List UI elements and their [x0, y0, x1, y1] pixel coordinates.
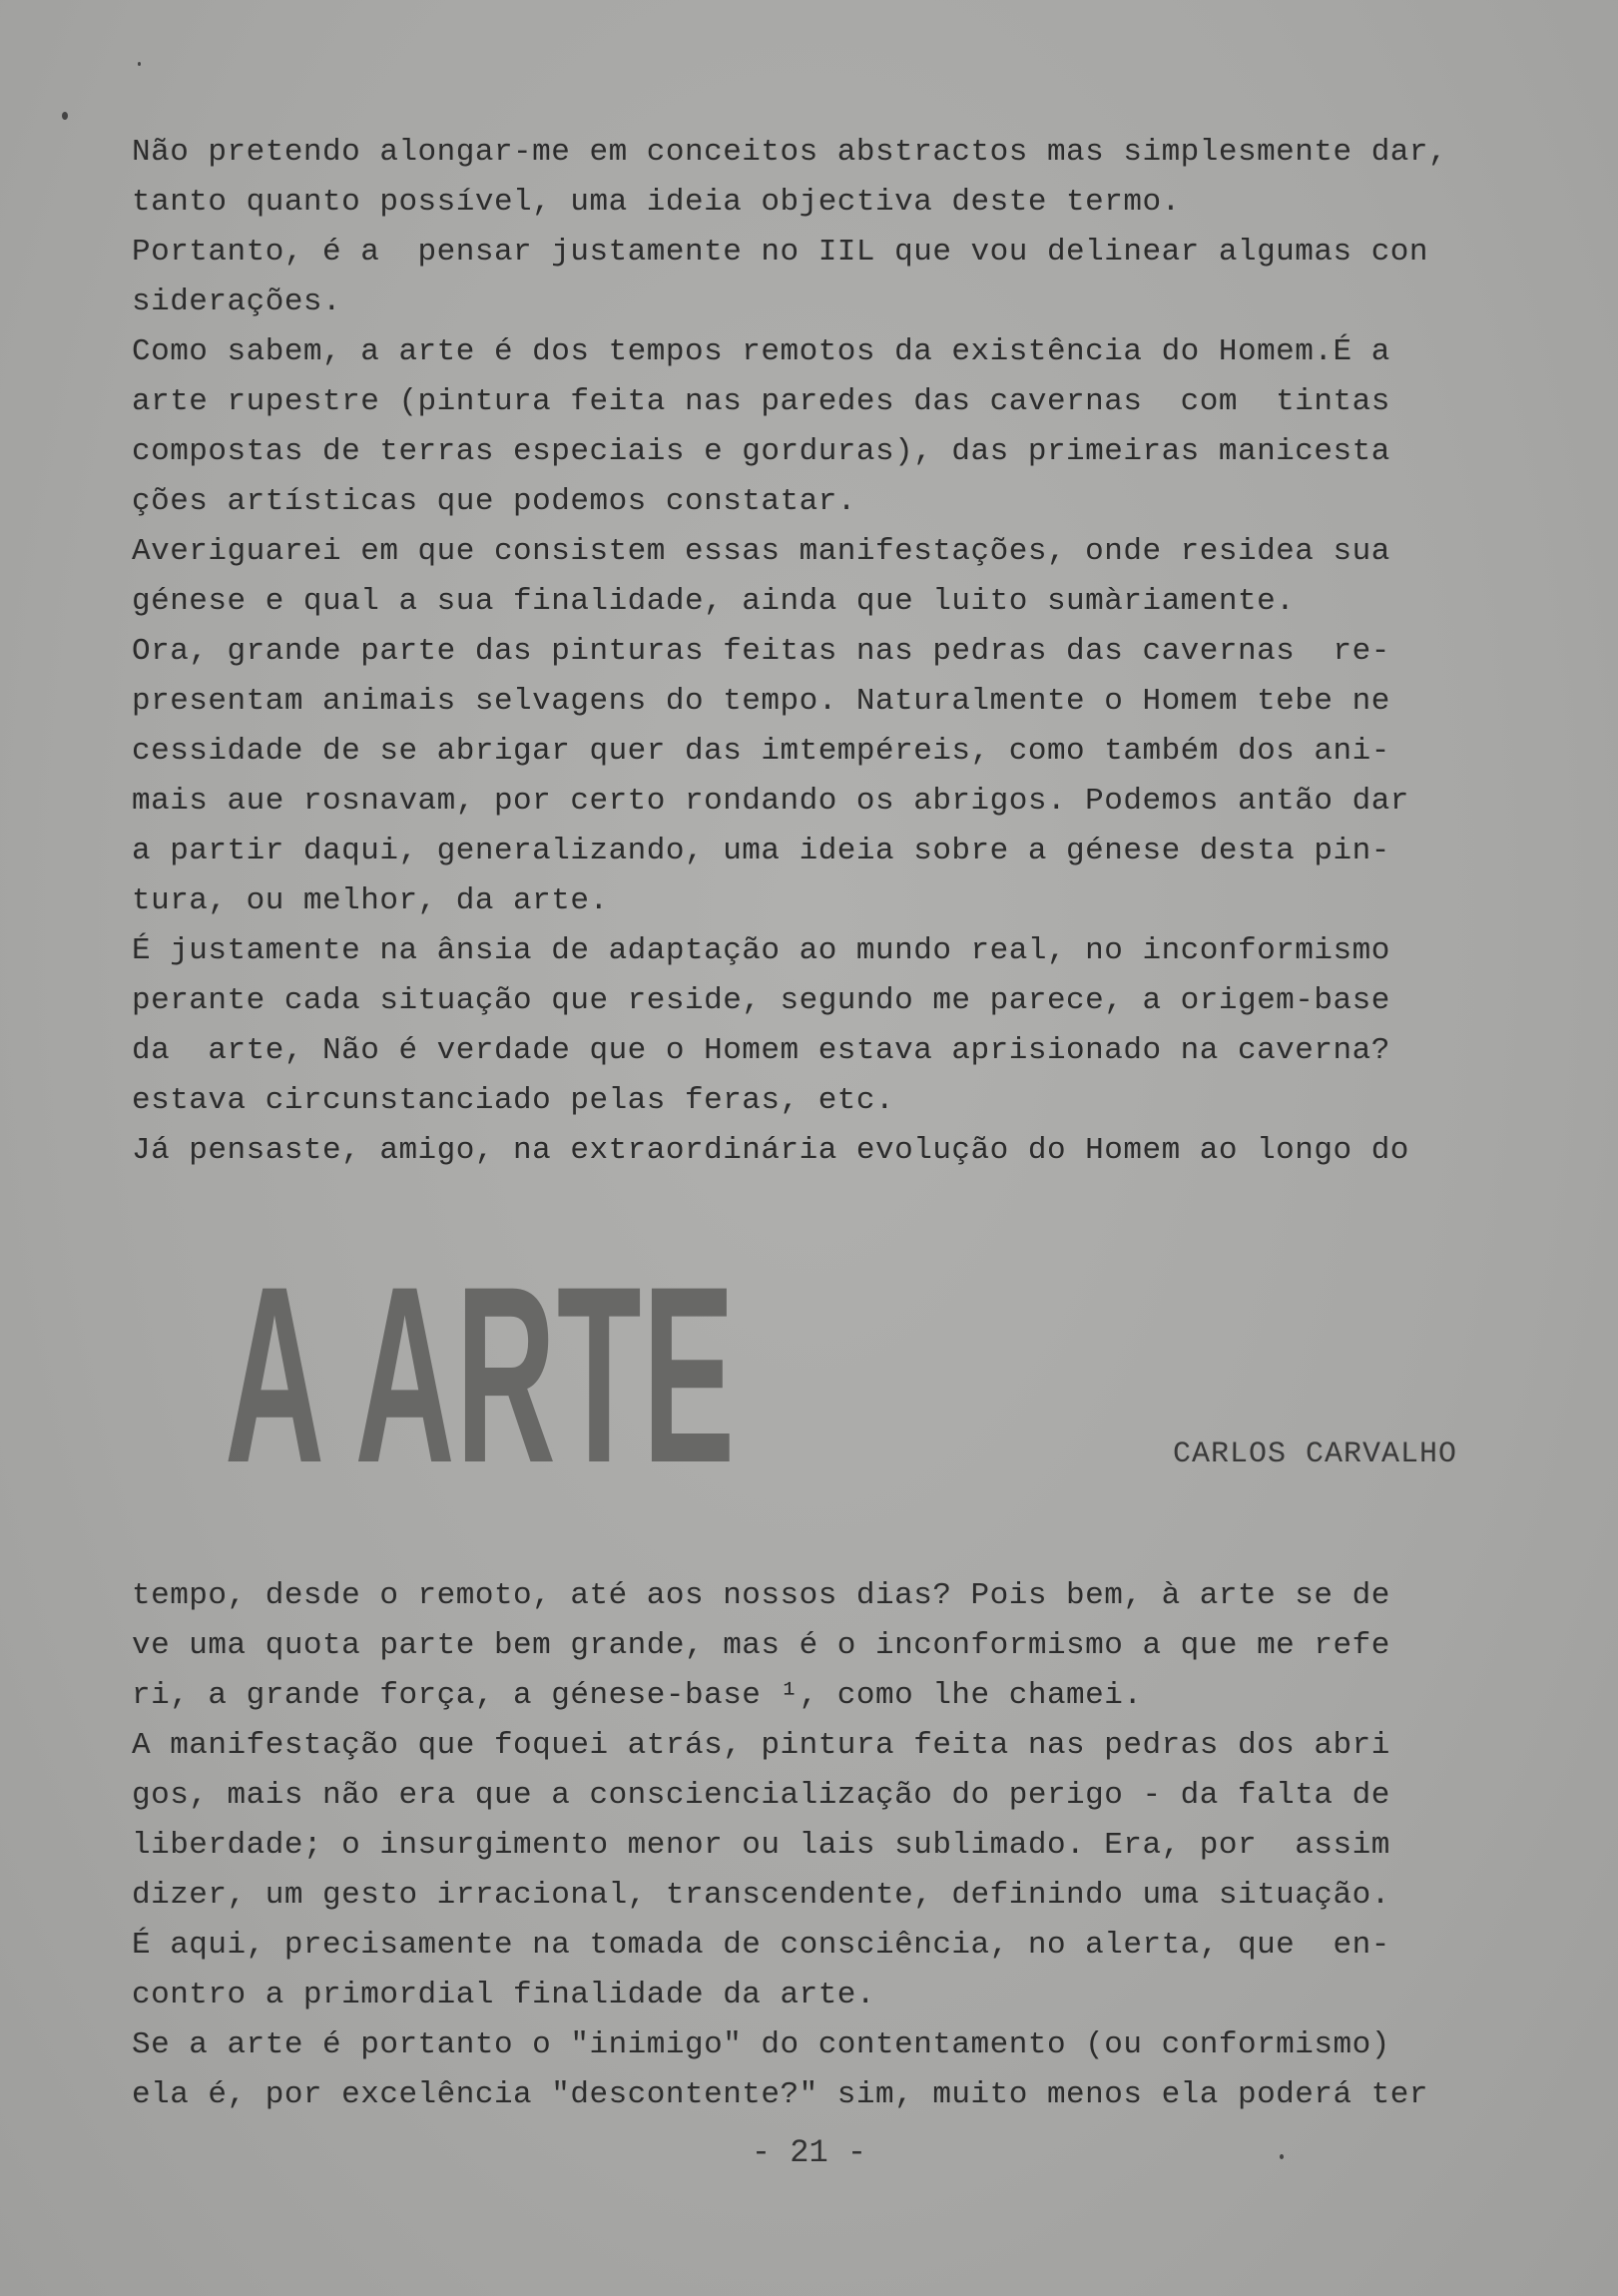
article-body-top	[132, 128, 1491, 1176]
text-line: presentam animais selvagens do tempo. Naturalmente o Homem tebe ne	[132, 684, 1390, 719]
text-line: siderações.	[132, 285, 342, 319]
text-line: Averiguarei em que consistem essas manifestações, onde residea sua	[132, 534, 1390, 569]
text-line: Ora, grande parte das pinturas feitas nas pedras das cavernas re-	[132, 634, 1390, 669]
page-number: - 21 -	[751, 2134, 867, 2171]
text-line: cessidade de se abrigar quer das imtempéreis, como também dos ani-	[132, 734, 1390, 769]
text-line: a partir daqui, generalizando, uma ideia sobre a génese desta pin-	[132, 834, 1390, 868]
text-line: perante cada situação que reside, segundo me parece, a origem-base	[132, 983, 1390, 1018]
article-title: A ARTE	[225, 1235, 737, 1515]
text-line: mais aue rosnavam, por certo rondando os abrigos. Podemos antão dar	[132, 784, 1409, 819]
text-line: Não pretendo alongar-me em conceitos abstractos mas simplesmente dar,	[132, 135, 1448, 170]
text-line: ções artísticas que podemos constatar.	[132, 484, 856, 519]
text-line: Já pensaste, amigo, na extraordinária evolução do Homem ao longo do	[132, 1133, 1409, 1168]
text-line: estava circunstanciado pelas feras, etc.	[132, 1083, 895, 1118]
text-line: contro a primordial finalidade da arte.	[132, 1978, 876, 2012]
text-line: da arte, Não é verdade que o Homem estava aprisionado na caverna?	[132, 1033, 1390, 1068]
author-byline: CARLOS CARVALHO	[1173, 1437, 1458, 1471]
text-line: tura, ou melhor, da arte.	[132, 883, 609, 918]
article-body-bottom	[132, 1571, 1491, 2120]
paper-speck	[1280, 2154, 1284, 2159]
text-line: É justamente na ânsia de adaptação ao mundo real, no inconformismo	[132, 933, 1390, 968]
text-line: liberdade; o insurgimento menor ou lais sublimado. Era, por assim	[132, 1828, 1390, 1863]
text-line: Portanto, é a pensar justamente no IIL que vou delinear algumas con	[132, 235, 1429, 270]
text-line: tanto quanto possível, uma ideia objectiva deste termo.	[132, 185, 1181, 220]
text-line: compostas de terras especiais e gorduras), das primeiras manicesta	[132, 434, 1390, 469]
paper-speck	[138, 62, 141, 66]
text-line: dizer, um gesto irracional, transcendente, definindo uma situação.	[132, 1878, 1390, 1913]
paper-speck	[62, 112, 68, 120]
text-line: ela é, por excelência "descontente?" sim, muito menos ela poderá ter	[132, 2077, 1429, 2112]
text-line: Se a arte é portanto o "inimigo" do contentamento (ou conformismo)	[132, 2027, 1390, 2062]
text-line: Como sabem, a arte é dos tempos remotos da existência do Homem.É a	[132, 334, 1390, 369]
text-line: A manifestação que foquei atrás, pintura feita nas pedras dos abri	[132, 1728, 1390, 1763]
text-line: arte rupestre (pintura feita nas paredes das cavernas com tintas	[132, 384, 1390, 419]
text-line: ri, a grande força, a génese-base ¹, como lhe chamei.	[132, 1678, 1143, 1713]
text-line: ve uma quota parte bem grande, mas é o inconformismo a que me refe	[132, 1628, 1390, 1663]
text-line: É aqui, precisamente na tomada de consciência, no alerta, que en-	[132, 1928, 1390, 1963]
text-line: gos, mais não era que a consciencialização do perigo - da falta de	[132, 1778, 1390, 1813]
text-line: génese e qual a sua finalidade, ainda que luito sumàriamente.	[132, 584, 1296, 619]
text-line: tempo, desde o remoto, até aos nossos dias? Pois bem, à arte se de	[132, 1578, 1390, 1613]
